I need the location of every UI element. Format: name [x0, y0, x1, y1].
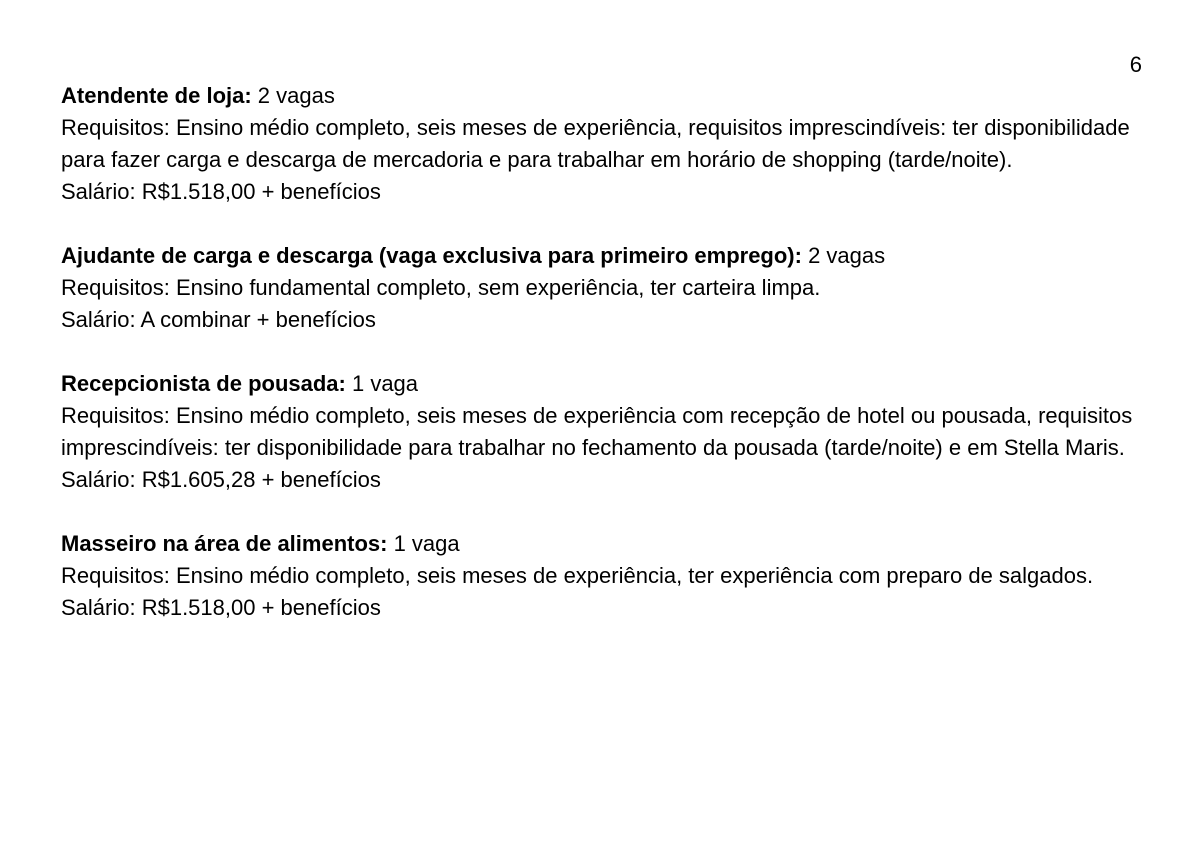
job-requirements: Requisitos: Ensino fundamental completo, sem experiência, ter carteira limpa. — [61, 275, 821, 300]
job-requirements: Requisitos: Ensino médio completo, seis meses de experiência, requisitos imprescindíveis: ter disponibilidade para fazer carga e descarga de mercadoria e para trabalhar em horário de shopping (tarde/noite). — [61, 115, 1130, 172]
job-title: Ajudante de carga e descarga (vaga exclusiva para primeiro emprego): — [61, 243, 802, 268]
job-listing-masseiro — [61, 528, 1146, 624]
job-requirements: Requisitos: Ensino médio completo, seis meses de experiência com recepção de hotel ou pousada, requisitos imprescindíveis: ter disponibilidade para trabalhar no fechamento da pousada (tarde/noite) e em Stella Maris. — [61, 403, 1133, 460]
page-number: 6 — [1129, 52, 1142, 77]
job-salary: Salário: R$1.518,00 + benefícios — [61, 179, 381, 204]
job-salary: Salário: R$1.605,28 + benefícios — [61, 467, 381, 492]
job-listing-recepcionista-de-pousada — [61, 368, 1146, 496]
job-heading — [61, 528, 1146, 560]
job-openings: 2 vagas — [801, 243, 886, 268]
job-heading — [61, 368, 1146, 400]
job-requirements: Requisitos: Ensino médio completo, seis meses de experiência, ter experiência com preparo de salgados. — [61, 563, 1094, 588]
job-heading — [61, 240, 1146, 272]
job-title: Atendente de loja: — [61, 83, 252, 108]
job-listing-atendente-de-loja — [61, 80, 1146, 208]
job-salary: Salário: R$1.518,00 + benefícios — [61, 595, 381, 620]
job-listings — [61, 80, 1146, 656]
job-title: Recepcionista de pousada: — [61, 371, 346, 396]
job-listing-ajudante-de-carga — [61, 240, 1146, 336]
job-salary: Salário: A combinar + benefícios — [61, 307, 376, 332]
job-heading — [61, 80, 1146, 112]
job-openings: 1 vaga — [387, 531, 460, 556]
job-openings: 2 vagas — [251, 83, 335, 108]
job-openings: 1 vaga — [345, 371, 419, 396]
job-title: Masseiro na área de alimentos: — [61, 531, 388, 556]
